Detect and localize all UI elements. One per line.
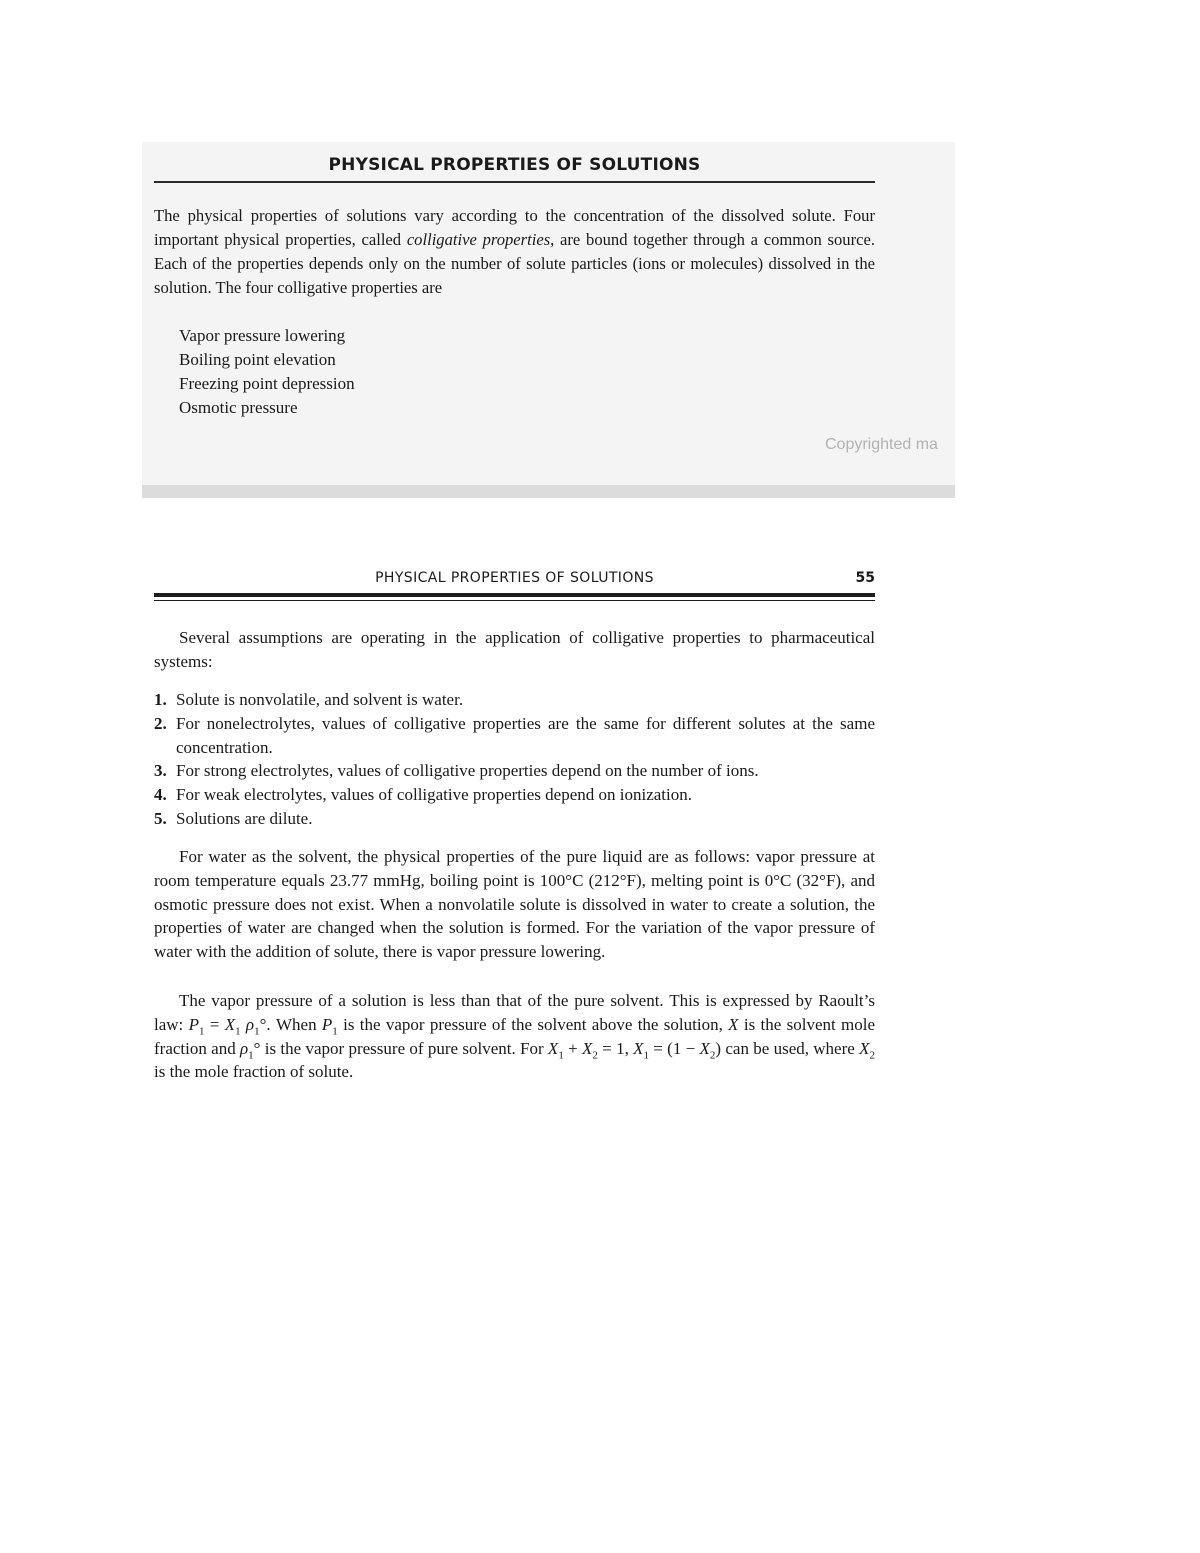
var-x: X xyxy=(633,1038,644,1058)
list-item: Boiling point elevation xyxy=(179,350,336,369)
water-properties-paragraph: For water as the solvent, the physical properties of the pure liquid are as follows: vapor pressure at room temperature equals 23.77 mmHg, boiling point is 100°C (212°F), melting point is 0°C (32°F), and osmotic pressure does not exist. When a nonvolatile solute is dissolved in water to create a solution, the properties of water are changed when the solution is formed. For the variation of the vapor pressure of water with the addition of solute, there is vapor pressure lowering. xyxy=(154,847,875,962)
list-number: 1. xyxy=(154,690,167,709)
subscript: 2 xyxy=(709,1048,716,1061)
snippet-panel xyxy=(142,142,955,485)
list-number: 4. xyxy=(154,785,167,805)
list-text: Solutions are dilute. xyxy=(176,808,313,828)
var-x: X xyxy=(224,1014,236,1034)
degree-sign: ° xyxy=(253,1038,261,1058)
var-p: P xyxy=(321,1014,333,1034)
var-rho: ρ xyxy=(240,1038,249,1058)
snippet-heading-rule xyxy=(154,181,875,183)
list-number: 2. xyxy=(154,713,167,733)
subscript: 2 xyxy=(592,1048,598,1061)
text-run: . When xyxy=(266,1014,322,1034)
running-head: PHYSICAL PROPERTIES OF SOLUTIONS xyxy=(375,570,654,586)
subscript: 1 xyxy=(254,1025,260,1038)
list-text: Solute is nonvolatile, and solvent is water. xyxy=(176,690,464,709)
page-number: 55 xyxy=(855,570,875,586)
text-run: ) can be used, where xyxy=(715,1038,860,1058)
subscript: 1 xyxy=(235,1025,241,1038)
list-number: 5. xyxy=(154,808,167,828)
rule-thick xyxy=(154,593,875,597)
text-run: is the vapor pressure of pure solvent. For xyxy=(260,1038,548,1058)
text-run: is the mole fraction of solute. xyxy=(154,1062,354,1082)
var-p: P xyxy=(188,1014,199,1034)
list-item: Freezing point depression xyxy=(179,374,355,393)
var-rho: ρ xyxy=(245,1014,255,1034)
text-run: = xyxy=(204,1014,225,1034)
list-item xyxy=(154,759,875,783)
rule-thin xyxy=(154,600,875,601)
snippet-heading: PHYSICAL PROPERTIES OF SOLUTIONS xyxy=(328,155,701,175)
assumptions-list xyxy=(154,688,875,831)
var-x: X xyxy=(699,1038,710,1058)
text-run: is the vapor pressure of the solvent above the solution, xyxy=(337,1014,729,1034)
raoult-law-paragraph xyxy=(154,989,875,1084)
var-x: X xyxy=(728,1014,739,1034)
intro-paragraph: Several assumptions are operating in the application of colligative properties to pharmaceutical systems: xyxy=(154,628,875,671)
list-item xyxy=(154,783,875,807)
page-header xyxy=(154,570,875,590)
subscript: 1 xyxy=(332,1025,338,1038)
var-x: X xyxy=(547,1038,559,1058)
text-run: + xyxy=(563,1038,582,1058)
list-text: For weak electrolytes, values of colligative properties depend on ionization. xyxy=(176,785,692,805)
snippet-para-text: The physical properties of solutions vary according to the concentration of the dissolved solute. Four important physical properties, called xyxy=(154,206,875,249)
text-run: = 1, xyxy=(597,1038,634,1058)
list-item: Osmotic pressure xyxy=(179,398,298,417)
colligative-properties-list xyxy=(179,324,355,420)
header-double-rule xyxy=(154,593,875,602)
subscript: 1 xyxy=(248,1048,254,1061)
subscript: 2 xyxy=(869,1048,875,1061)
list-item xyxy=(154,688,875,712)
list-number: 3. xyxy=(154,761,167,781)
list-item xyxy=(154,712,875,760)
text-run: = (1 − xyxy=(649,1038,700,1058)
snippet-para-italic: colligative properties xyxy=(406,230,551,249)
list-item: Vapor pressure lowering xyxy=(179,326,346,345)
degree-sign: ° xyxy=(259,1014,267,1034)
snippet-para-text: , are bound together through a common source. Each of the properties depends only on the number of solute particles (ions or molecules) dissolved in the solution. The four colligative properties are xyxy=(154,230,875,297)
text-run: The vapor pressure of a solution is less than that of the pure solvent. This is expressed by Raoult’s law: xyxy=(154,991,875,1034)
subscript: 1 xyxy=(558,1048,564,1061)
text-run: is the solvent mole fraction and xyxy=(154,1014,876,1058)
subscript: 1 xyxy=(643,1048,649,1061)
copyright-watermark: Copyrighted ma xyxy=(825,436,938,453)
snippet-paragraph xyxy=(154,204,875,300)
list-item xyxy=(154,807,875,831)
snippet-scrollbar[interactable] xyxy=(142,485,955,498)
var-x: X xyxy=(582,1038,593,1058)
list-text: For strong electrolytes, values of colligative properties depend on the number of ions. xyxy=(176,761,759,781)
var-x: X xyxy=(859,1038,870,1058)
list-text: For nonelectrolytes, values of colligative properties are the same for different solutes at the same concentration. xyxy=(176,713,875,757)
subscript: 1 xyxy=(198,1025,205,1038)
